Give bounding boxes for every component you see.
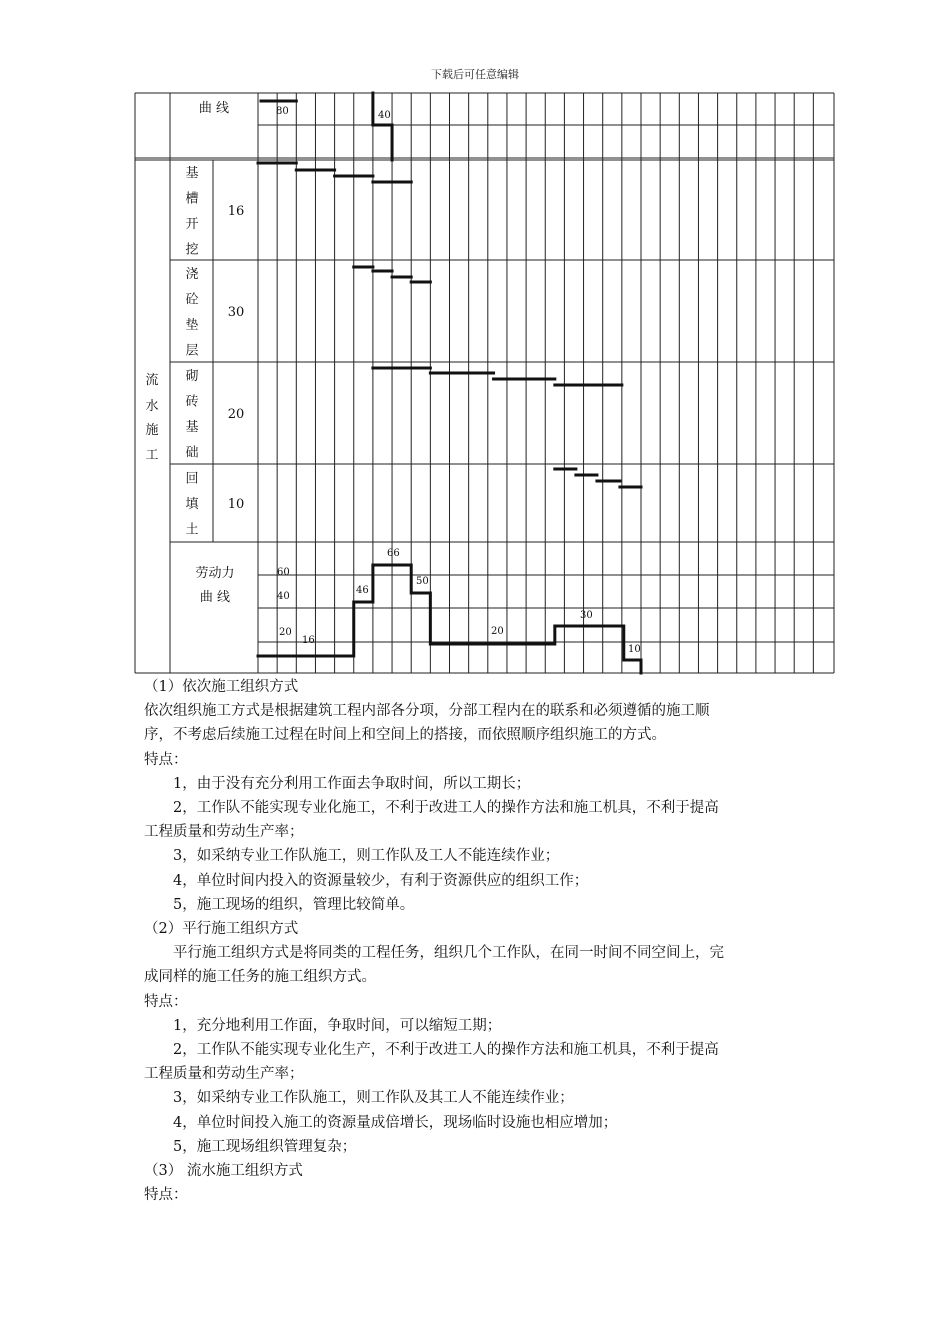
task-name-char: 浇: [185, 266, 199, 282]
task-name-char: 垫: [185, 317, 199, 333]
body-text: [144, 675, 824, 1207]
paragraph-line: （3） 流水施工组织方式: [144, 1163, 303, 1180]
paragraph-line: 特点：: [144, 1187, 188, 1204]
task-value: 30: [227, 305, 245, 320]
task-name-char: 砼: [185, 292, 199, 308]
task-name-char: 础: [185, 445, 199, 461]
task-name-char: 砖: [185, 394, 199, 410]
paragraph-line: 成同样的施工任务的施工组织方式。: [144, 969, 376, 986]
paragraph-line: 1，由于没有充分利用工作面去争取时间，所以工期长；: [144, 775, 531, 792]
task-name-char: 土: [185, 522, 199, 538]
labor-value-label: 10: [628, 644, 641, 655]
labor-value-label: 46: [356, 585, 369, 596]
paragraph-line: 3，如采纳专业工作队施工，则工作队及工人不能连续作业；: [144, 848, 560, 865]
task-value: 10: [227, 497, 245, 512]
paragraph-line: 工程质量和劳动生产率；: [144, 1066, 304, 1083]
task-name-char: 基: [185, 419, 199, 435]
paragraph-line: （1）依次施工组织方式: [144, 679, 299, 695]
top-curve-step: [373, 93, 392, 160]
task-value: 16: [227, 204, 245, 219]
page-header: 下载后可任意编辑: [431, 68, 519, 81]
paragraph-line: 序，不考虑后续施工过程在时间上和空间上的搭接，而依照顺序组织施工的方式。: [144, 727, 666, 744]
value-label: 40: [378, 110, 391, 121]
paragraph-line: 4，单位时间内投入的资源量较少，有利于资源供应的组织工作；: [144, 872, 589, 889]
task-name-char: 回: [185, 471, 199, 487]
labor-curve-label: 劳动力: [195, 566, 235, 581]
labor-curve-label: 曲 线: [199, 590, 231, 605]
section-label-char: 施: [145, 423, 159, 438]
paragraph-line: 2，工作队不能实现专业化生产，不利于改进工人的操作方法和施工机具，不利于提高: [144, 1042, 719, 1059]
paragraph-line: 特点：: [144, 751, 188, 768]
task-name-char: 槽: [185, 191, 199, 207]
labor-value-label: 20: [491, 626, 504, 637]
labor-value-label: 16: [302, 635, 315, 646]
paragraph-line: 1，充分地利用工作面，争取时间，可以缩短工期；: [144, 1017, 502, 1034]
section-label-char: 工: [145, 448, 159, 463]
section-label-char: 水: [145, 399, 159, 414]
paragraph-line: 特点：: [144, 993, 188, 1010]
task-name-char: 基: [185, 165, 199, 181]
paragraph-line: 5，施工现场的组织，管理比较简单。: [144, 896, 415, 913]
labor-value-label: 30: [580, 610, 593, 621]
task-name-char: 层: [185, 343, 199, 359]
task-name-char: 开: [185, 216, 199, 232]
paragraph-line: 工程质量和劳动生产率；: [144, 824, 304, 841]
task-name-char: 砌: [185, 368, 199, 384]
labor-value-label: 50: [416, 576, 429, 587]
labor-value-label: 60: [277, 567, 290, 578]
labor-value-label: 66: [387, 548, 400, 559]
labor-value-label: 20: [279, 627, 292, 638]
task-name-char: 挖: [185, 242, 199, 258]
labor-value-label: 40: [277, 591, 290, 602]
paragraph-line: 5，施工现场组织管理复杂；: [144, 1138, 357, 1155]
paragraph-line: 依次组织施工方式是根据建筑工程内部各分项，分部工程内在的联系和必须遵循的施工顺: [144, 703, 710, 720]
paragraph-line: 2，工作队不能实现专业化施工，不利于改进工人的操作方法和施工机具，不利于提高: [144, 800, 719, 817]
task-value: 20: [227, 407, 245, 422]
paragraph-line: 3，如采纳专业工作队施工，则工作队及其工人不能连续作业；: [144, 1090, 574, 1107]
top-curve-label: 曲 线: [198, 101, 230, 116]
paragraph-line: 4，单位时间投入施工的资源量成倍增长，现场临时设施也相应增加；: [144, 1114, 618, 1131]
paragraph-line: （2）平行施工组织方式: [144, 921, 299, 938]
paragraph-line: 平行施工组织方式是将同类的工程任务，组织几个工作队，在同一时间不同空间上，完: [144, 945, 724, 962]
section-label-char: 流: [145, 373, 159, 388]
value-label: 80: [276, 106, 289, 117]
task-name-char: 填: [185, 497, 199, 512]
